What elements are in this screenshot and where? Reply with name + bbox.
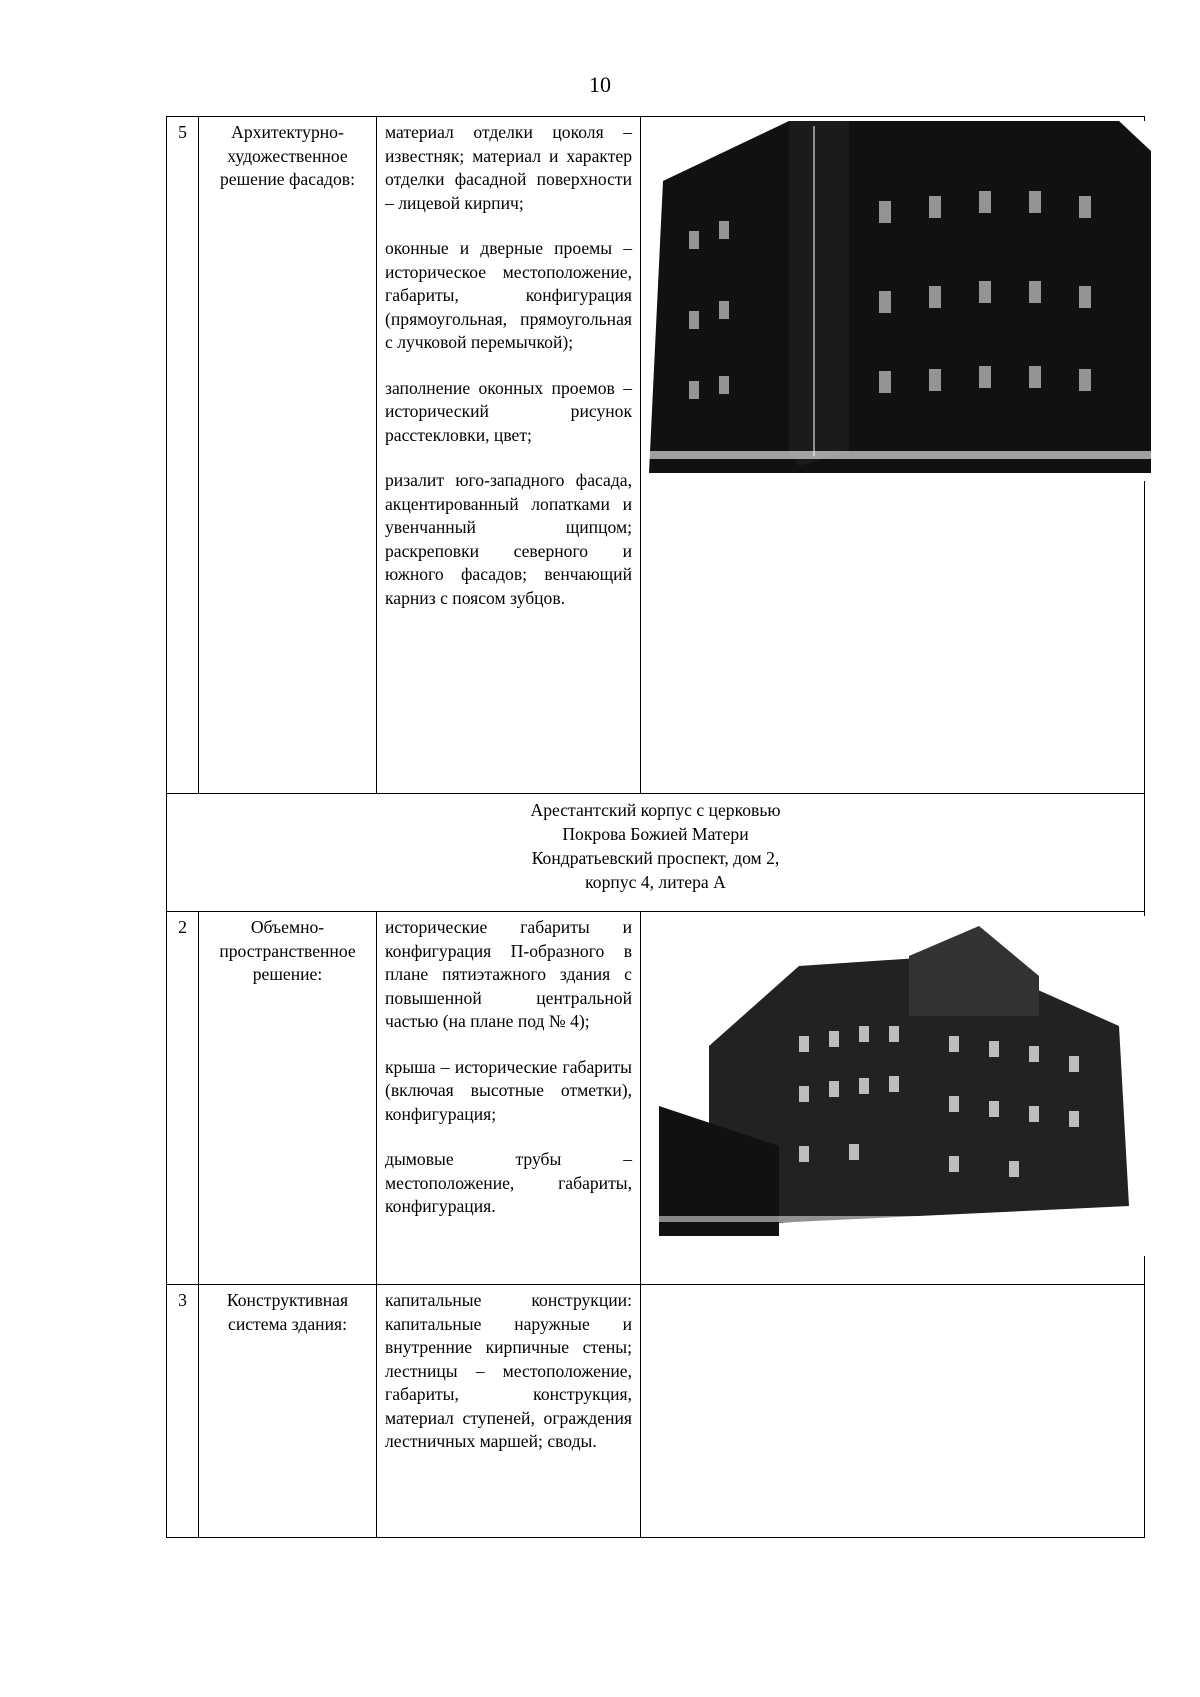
row-number: 2 (167, 912, 199, 1285)
photo-cell (641, 117, 1145, 794)
section-row (167, 794, 1145, 912)
row-description (377, 117, 641, 794)
table-row (167, 1285, 1145, 1538)
description-paragraph: заполнение оконных проемов – исторический рисунок расстекловки, цвет; (385, 377, 632, 445)
table-row (167, 117, 1145, 794)
row-number: 3 (167, 1285, 199, 1538)
section-line: Кондратьевский проспект, дом 2, (531, 848, 780, 868)
requirements-table (166, 116, 1145, 1538)
row-title: Архитектурно-художественное решение фасадов: (199, 117, 377, 794)
table-row (167, 912, 1145, 1285)
row-title: Объемно-пространственное решение: (199, 912, 377, 1285)
row-title: Конструктивная система здания: (199, 1285, 377, 1538)
description-paragraph: исторические габариты и конфигурация П-образного в плане пятиэтажного здания с повышенной центральной частью (на плане под № 4); (385, 917, 632, 1031)
page-number: 10 (589, 72, 611, 97)
description-paragraph: капитальные конструкции: капитальные наружные и внутренние кирпичные стены; лестницы – местоположение, габариты, конструкция, материал ступеней, ограждения лестничных маршей; своды. (385, 1290, 632, 1451)
section-line: Арестантский корпус с церковью (530, 800, 781, 820)
building-facade-photo (649, 121, 1151, 481)
description-paragraph: оконные и дверные проемы – историческое местоположение, габариты, конфигурация (прямоугольная, прямоугольная с лучковой перемычкой); (385, 238, 632, 352)
section-line: корпус 4, литера А (585, 872, 726, 892)
building-photo (649, 916, 1151, 1256)
row-number: 5 (167, 117, 199, 794)
photo-cell (641, 912, 1145, 1285)
row-description (377, 912, 641, 1285)
row-description (377, 1285, 641, 1538)
description-paragraph: крыша – исторические габариты (включая высотные отметки), конфигурация; (385, 1056, 632, 1124)
description-paragraph: материал отделки цоколя – известняк; материал и характер отделки фасадной поверхности – лицевой кирпич; (385, 122, 632, 213)
section-line: Покрова Божией Матери (562, 824, 749, 844)
description-paragraph: ризалит юго-западного фасада, акцентированный лопатками и увенчанный щипцом; раскреповки северного и южного фасадов; венчающий карниз с поясом зубцов. (385, 470, 632, 608)
empty-photo-cell (641, 1285, 1145, 1538)
section-heading (167, 794, 1145, 912)
description-paragraph: дымовые трубы – местоположение, габариты, конфигурация. (385, 1149, 632, 1216)
